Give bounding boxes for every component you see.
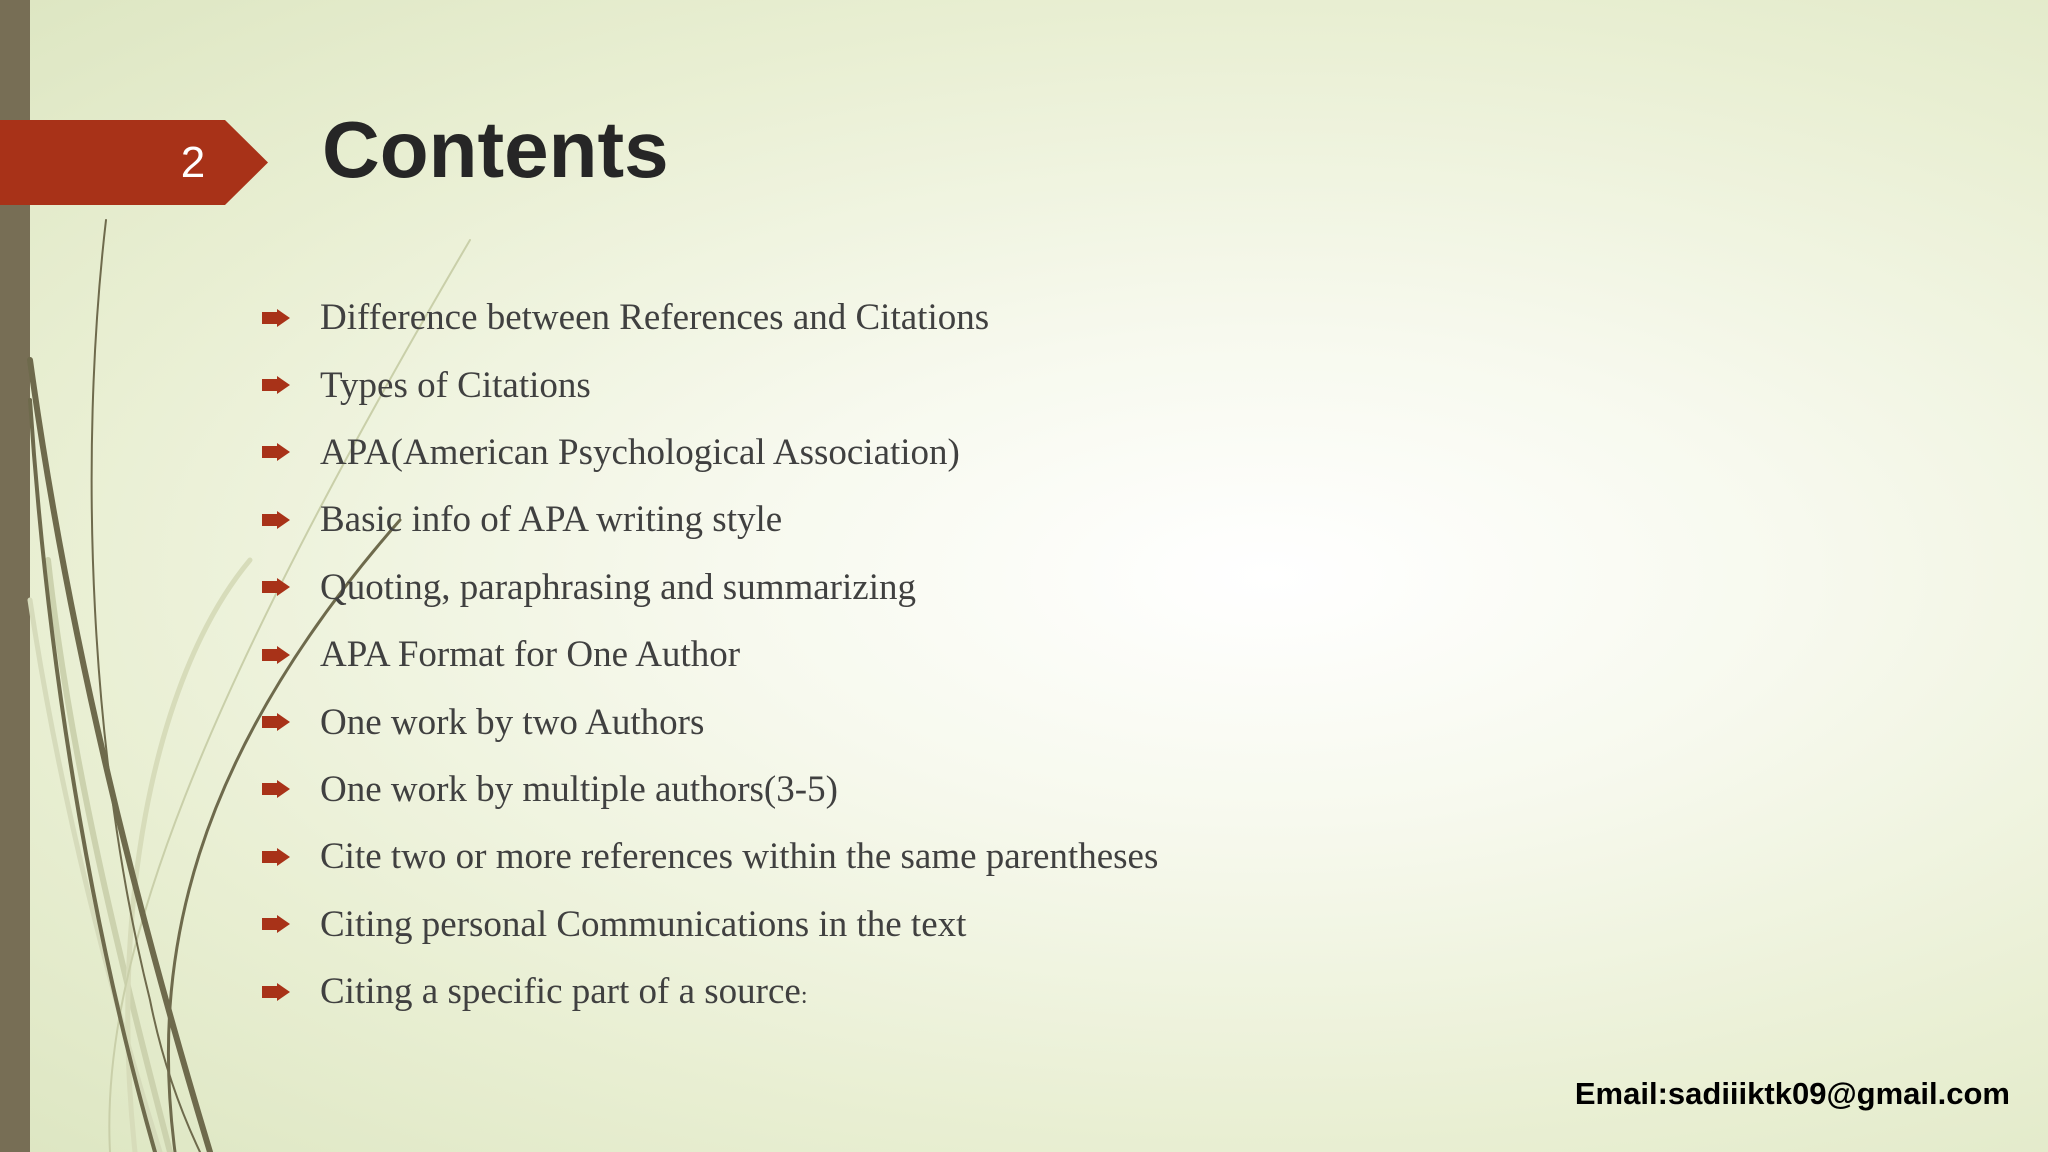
arrow-bullet-icon — [262, 646, 320, 664]
list-item-text: APA Format for One Author — [320, 634, 741, 676]
arrow-bullet-icon — [262, 983, 320, 1001]
arrow-bullet-icon — [262, 848, 320, 866]
arrow-bullet-icon — [262, 511, 320, 529]
list-item — [262, 554, 1158, 621]
list-item — [262, 486, 1158, 553]
list-item — [262, 284, 1158, 351]
slide-title: Contents — [322, 105, 669, 194]
arrow-bullet-icon — [262, 443, 320, 461]
list-item — [262, 419, 1158, 486]
slide-number-arrow-shape — [0, 120, 268, 205]
arrow-bullet-icon — [262, 713, 320, 731]
list-item-text — [320, 970, 808, 1013]
arrow-bullet-icon — [262, 915, 320, 933]
footer-email: Email:sadiiiktk09@gmail.com — [1574, 1076, 2010, 1111]
arrow-bullet-icon — [262, 780, 320, 798]
list-item-suffix: : — [800, 983, 808, 1010]
list-item — [262, 351, 1158, 418]
list-item-text: Cite two or more references within the same parentheses — [320, 836, 1159, 878]
slide-number: 2 — [180, 138, 206, 187]
list-item — [262, 621, 1158, 688]
list-item-text: One work by two Authors — [320, 701, 705, 743]
list-item-text: Citing personal Communications in the text — [320, 903, 967, 945]
list-item — [262, 823, 1158, 890]
list-item-text: APA(American Psychological Association) — [320, 431, 960, 473]
list-item — [262, 958, 1158, 1025]
list-item — [262, 891, 1158, 958]
list-item — [262, 688, 1158, 755]
list-item-text: Types of Citations — [320, 364, 591, 406]
list-item-text: Quoting, paraphrasing and summarizing — [320, 566, 916, 608]
arrow-bullet-icon — [262, 376, 320, 394]
contents-list — [262, 284, 1158, 1025]
list-item-text: One work by multiple authors(3-5) — [320, 768, 838, 810]
arrow-bullet-icon — [262, 309, 320, 327]
list-item-text: Difference between References and Citations — [320, 297, 990, 339]
list-item-main-text: Citing a specific part of a source — [320, 971, 801, 1013]
list-item — [262, 756, 1158, 823]
list-item-text: Basic info of APA writing style — [320, 499, 783, 541]
arrow-bullet-icon — [262, 578, 320, 596]
slide-number-tag — [0, 120, 268, 205]
